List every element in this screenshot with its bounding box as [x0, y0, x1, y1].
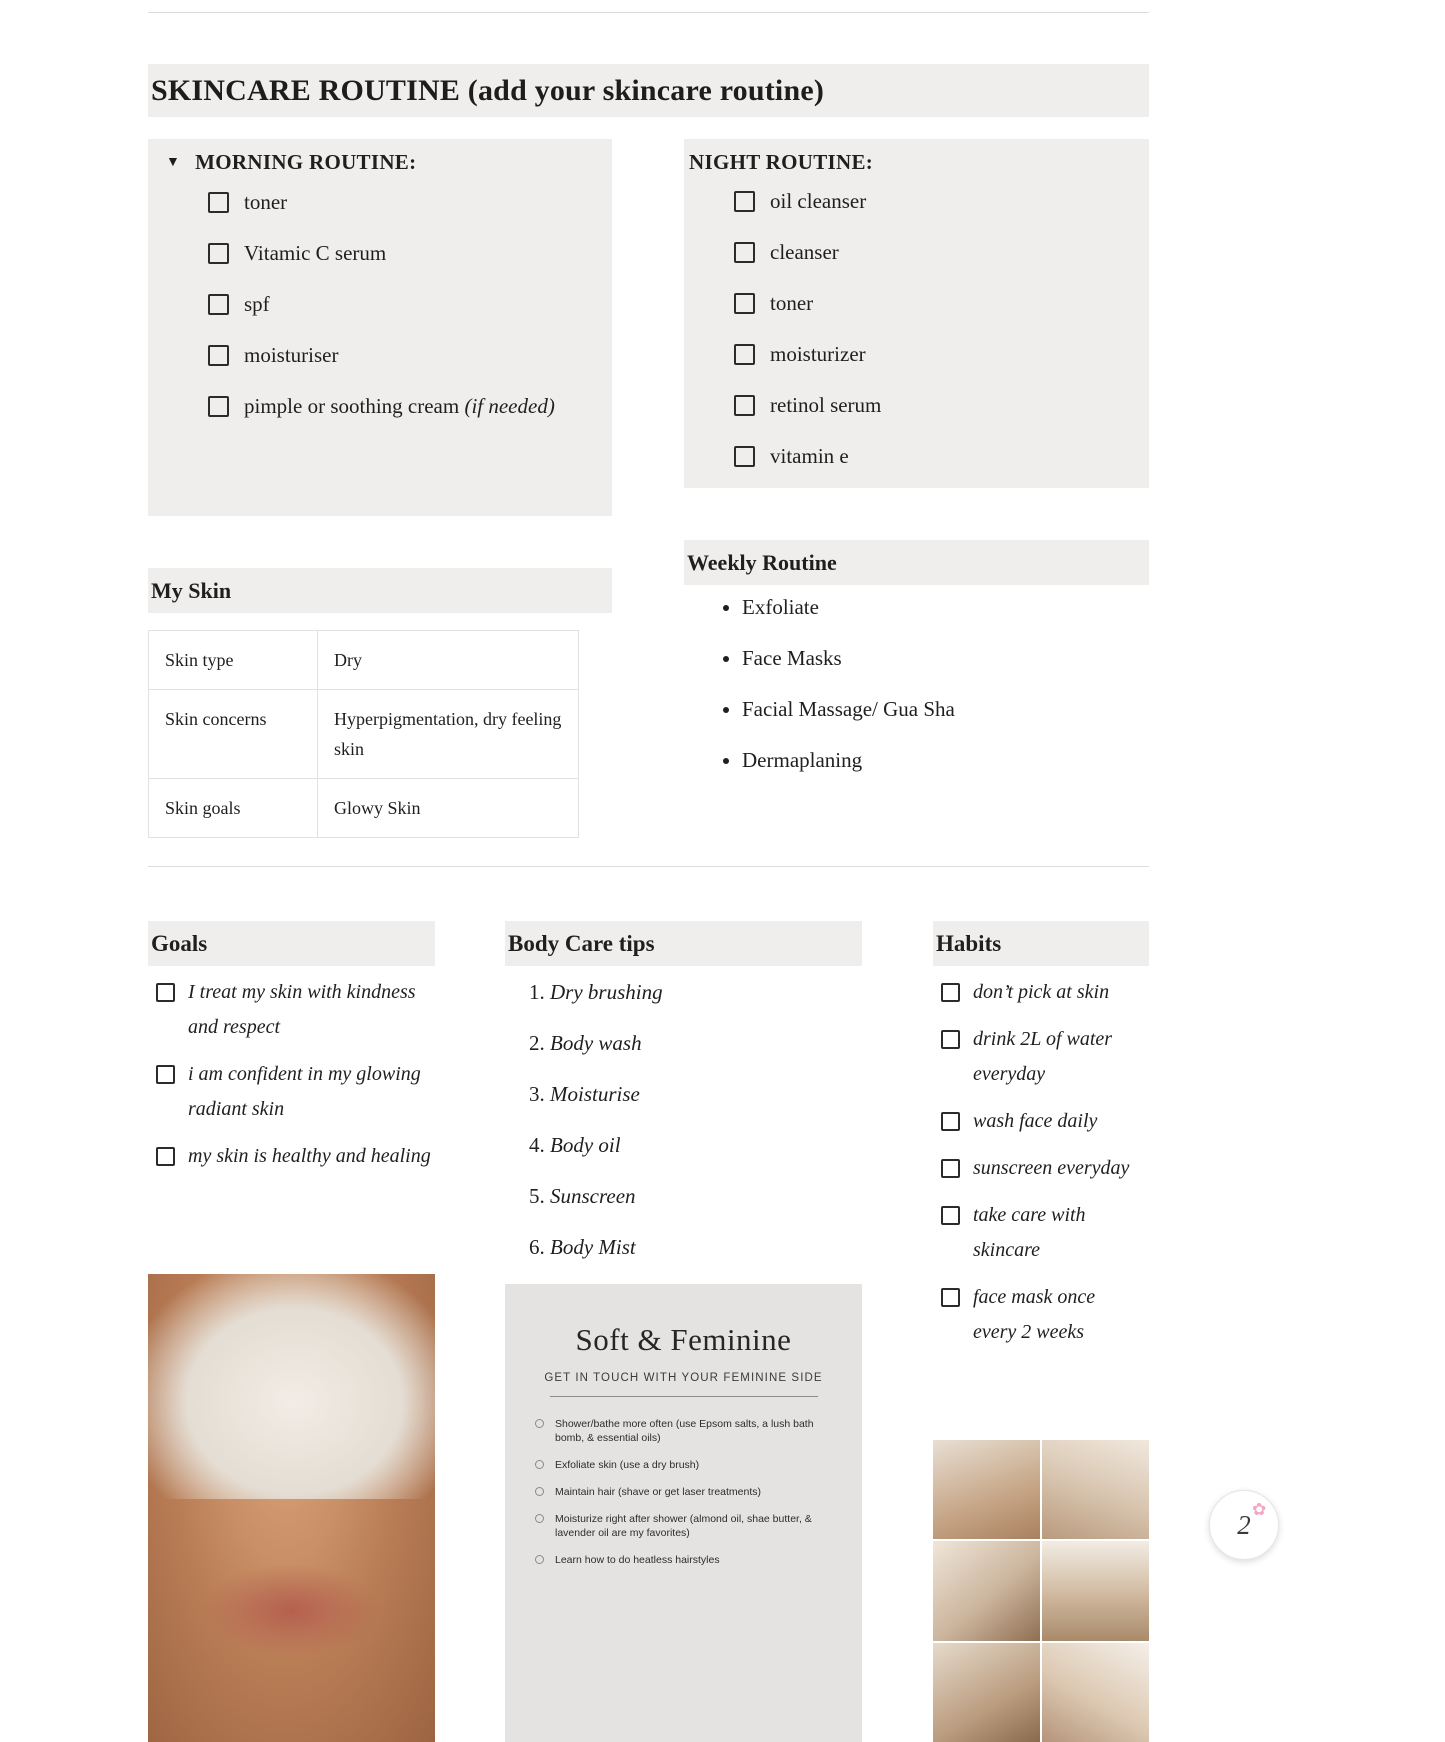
list-item-label: Shower/bathe more often (use Epsom salts, a lush bath bomb, & essential oils) — [555, 1418, 814, 1444]
list-item[interactable] — [208, 338, 612, 372]
habits-heading: Habits — [933, 921, 1149, 966]
table-cell-value: Hyperpigmentation, dry feeling skin — [318, 690, 579, 779]
list-item — [535, 1485, 832, 1499]
body-care-heading: Body Care tips — [505, 921, 862, 966]
collage-tile — [1042, 1541, 1149, 1640]
list-item-label: take care with skincare — [973, 1204, 1086, 1261]
list-item[interactable] — [941, 975, 1153, 1010]
night-routine-header — [684, 139, 1149, 175]
collage-tile — [1042, 1440, 1149, 1539]
list-item-label: moisturizer — [770, 342, 866, 366]
divider — [550, 1396, 818, 1397]
night-routine-list — [684, 184, 1149, 473]
list-item-label: Sunscreen — [550, 1184, 636, 1208]
collage-tile — [1042, 1643, 1149, 1742]
list-item-label: my skin is healthy and healing — [188, 1145, 431, 1167]
morning-routine-panel — [148, 139, 612, 516]
list-item-label: Maintain hair (shave or get laser treatments) — [555, 1486, 762, 1498]
soft-feminine-card — [505, 1284, 862, 1742]
list-item-label — [244, 389, 555, 423]
list-item[interactable] — [208, 389, 612, 423]
list-item-label: Dry brushing — [550, 980, 663, 1004]
list-item-label: i am confident in my glowing radiant skin — [188, 1063, 421, 1120]
circle-checkbox-icon — [535, 1555, 544, 1564]
list-item: • Face Masks — [742, 641, 1149, 675]
soft-feminine-title: Soft & Feminine — [575, 1322, 792, 1357]
table-row — [149, 631, 579, 690]
portrait-photo — [148, 1274, 435, 1742]
list-item-label: cleanser — [770, 240, 839, 264]
checkbox-icon[interactable] — [734, 446, 755, 467]
list-item-label: retinol serum — [770, 393, 882, 417]
list-item-label: vitamin e — [770, 444, 849, 468]
morning-routine-list — [148, 185, 612, 423]
list-item[interactable] — [941, 1280, 1153, 1350]
weekly-routine-heading: Weekly Routine — [684, 540, 1149, 585]
list-item — [535, 1417, 832, 1445]
checkbox-icon[interactable] — [208, 243, 229, 264]
list-item-label: Exfoliate skin (use a dry brush) — [555, 1459, 700, 1471]
list-item[interactable] — [156, 1139, 446, 1174]
checkbox-icon[interactable] — [734, 293, 755, 314]
badge-glyph: 2 — [1237, 1509, 1251, 1540]
table-cell-value: Dry — [318, 631, 579, 690]
list-item[interactable] — [156, 975, 446, 1045]
soft-feminine-list — [535, 1417, 832, 1567]
collage-tile — [933, 1440, 1040, 1539]
list-item-label: oil cleanser — [770, 189, 867, 213]
weekly-routine-list — [684, 590, 1149, 794]
collage-tile — [933, 1643, 1040, 1742]
table-row — [149, 779, 579, 838]
table-row — [149, 690, 579, 779]
list-item-label: toner — [770, 291, 814, 315]
photo-collage — [933, 1440, 1149, 1742]
checkbox-icon[interactable] — [941, 1206, 960, 1225]
list-item[interactable] — [734, 286, 1149, 320]
chevron-down-icon[interactable]: ▼ — [166, 155, 181, 170]
checkbox-icon[interactable] — [156, 983, 175, 1002]
checkbox-icon[interactable] — [156, 1065, 175, 1084]
checkbox-icon[interactable] — [208, 192, 229, 213]
flower-icon: ✿ — [1252, 1500, 1267, 1519]
list-item — [550, 1026, 862, 1061]
my-skin-heading: My Skin — [148, 568, 612, 613]
floating-action-button[interactable] — [1209, 1490, 1279, 1560]
goals-heading: Goals — [148, 921, 435, 966]
list-item[interactable] — [734, 184, 1149, 218]
checkbox-icon[interactable] — [156, 1147, 175, 1166]
list-item — [535, 1512, 832, 1540]
checkbox-icon[interactable] — [734, 191, 755, 212]
table-cell-value: Glowy Skin — [318, 779, 579, 838]
table-cell-key: Skin type — [149, 631, 318, 690]
list-item-label: Learn how to do heatless hairstyles — [555, 1554, 720, 1566]
checkbox-icon[interactable] — [941, 1112, 960, 1131]
list-item[interactable] — [941, 1022, 1153, 1092]
list-item: • Facial Massage/ Gua Sha — [742, 692, 1149, 726]
checkbox-icon[interactable] — [941, 1030, 960, 1049]
list-item[interactable] — [734, 235, 1149, 269]
circle-checkbox-icon — [535, 1460, 544, 1469]
list-item — [535, 1553, 832, 1567]
list-item-label: Body Mist — [550, 1235, 636, 1259]
list-item-label: I treat my skin with kindness and respect — [188, 981, 416, 1038]
list-item — [550, 1128, 862, 1163]
divider-middle — [148, 866, 1149, 867]
list-item[interactable] — [208, 236, 612, 270]
circle-checkbox-icon — [535, 1487, 544, 1496]
list-item-label: sunscreen everyday — [973, 1157, 1130, 1179]
table-cell-key: Skin concerns — [149, 690, 318, 779]
list-item-label: Body wash — [550, 1031, 642, 1055]
list-item[interactable] — [208, 185, 612, 219]
list-item — [550, 1230, 862, 1265]
list-item[interactable] — [208, 287, 612, 321]
list-item-label: toner — [244, 190, 288, 214]
list-item-label: don’t pick at skin — [973, 981, 1110, 1003]
list-item[interactable] — [734, 388, 1149, 422]
list-item-label: Vitamic C serum — [244, 241, 387, 265]
list-item-label: drink 2L of water everyday — [973, 1028, 1113, 1085]
list-item[interactable] — [941, 1198, 1153, 1268]
list-item[interactable] — [941, 1151, 1153, 1186]
list-item-label: wash face daily — [973, 1110, 1098, 1132]
list-item-label: moisturiser — [244, 343, 339, 367]
list-item[interactable] — [156, 1057, 446, 1127]
soft-feminine-subtitle: GET IN TOUCH WITH YOUR FEMININE SIDE — [544, 1372, 823, 1384]
list-item-text: pimple or soothing cream — [244, 394, 465, 418]
list-item — [550, 1179, 862, 1214]
list-item — [535, 1458, 832, 1472]
checkbox-icon[interactable] — [208, 396, 229, 417]
checkbox-icon[interactable] — [941, 1159, 960, 1178]
list-item-label: spf — [244, 292, 270, 316]
collage-tile — [933, 1541, 1040, 1640]
list-item-label: Body oil — [550, 1133, 621, 1157]
habits-list — [941, 975, 1153, 1362]
body-care-list — [505, 975, 862, 1281]
checkbox-icon[interactable] — [941, 983, 960, 1002]
circle-checkbox-icon — [535, 1419, 544, 1428]
list-item — [550, 1077, 862, 1112]
checkbox-icon[interactable] — [734, 344, 755, 365]
list-item-note: (if needed) — [464, 394, 555, 418]
circle-checkbox-icon — [535, 1514, 544, 1523]
checkbox-icon[interactable] — [208, 294, 229, 315]
morning-routine-title: MORNING ROUTINE: — [195, 150, 417, 174]
list-item-label: face mask once every 2 weeks — [973, 1286, 1096, 1343]
list-item[interactable] — [941, 1104, 1153, 1139]
checkbox-icon[interactable] — [734, 395, 755, 416]
morning-routine-header — [148, 139, 612, 176]
list-item[interactable] — [734, 337, 1149, 371]
list-item: • Exfoliate — [742, 590, 1149, 624]
checkbox-icon[interactable] — [734, 242, 755, 263]
list-item[interactable] — [734, 439, 1149, 473]
goals-list — [156, 975, 446, 1186]
list-item: • Dermaplaning — [742, 743, 1149, 777]
page-title: SKINCARE ROUTINE (add your skincare routine) — [148, 64, 1149, 117]
my-skin-table — [148, 630, 579, 838]
night-routine-title: NIGHT ROUTINE: — [689, 150, 874, 174]
divider-top — [148, 12, 1149, 13]
table-cell-key: Skin goals — [149, 779, 318, 838]
list-item — [550, 975, 862, 1010]
list-item-label: Moisturize right after shower (almond oil, shae butter, & lavender oil are my favorites) — [555, 1513, 812, 1539]
list-item-label: Moisturise — [550, 1082, 640, 1106]
checkbox-icon[interactable] — [941, 1288, 960, 1307]
checkbox-icon[interactable] — [208, 345, 229, 366]
night-routine-panel — [684, 139, 1149, 488]
